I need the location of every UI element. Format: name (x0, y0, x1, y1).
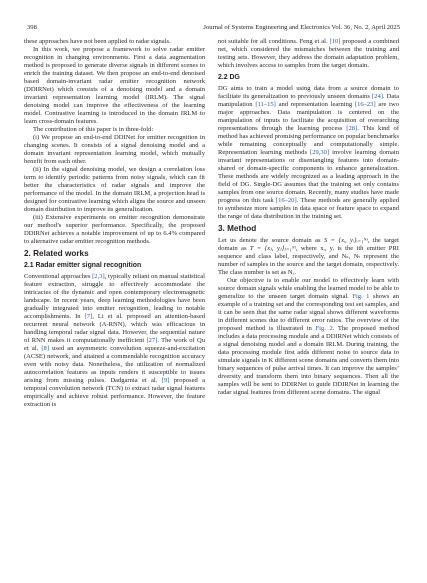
paragraph: (i) We propose an end-to-end DDINet for emitter recognition in changing scenes. It consists of a signal denoising model and a domain invariant representation learning model, which mutually benefit from each other. (24, 134, 205, 165)
right-column (218, 38, 399, 397)
math-expression: S = {xᵢ, yᵢ}ᵢ₌₁ᴺˢ (323, 237, 368, 244)
paragraph: (iii) Extensive experiments on emitter recognition demonstrate our method’s superior performance. Specifically, the proposed DDIRNet achieves a notable improvement of up to 6.4% compared to alternative radar emitter recognition methods. (24, 214, 205, 245)
paragraph: these approaches have not been applied to radar signals. (24, 38, 171, 45)
citation-link[interactable]: [28] (346, 125, 358, 132)
citation-link[interactable]: [2,3] (92, 273, 105, 280)
paragraph: Conventional approaches [2,3], typically reliant on manual statistical feature extraction, struggle to effectively accommodate the intricacies of the dynamic and open contemporary electromagnetic landscape. In recent years, deep learning methodologies have been gradually integrated into emitter recognition, leading to notable accomplishments. In [7], Li et al. proposed an attention-based recurrent neural network (A-RNN), which was efficacious in handling temporal radar signal data. However, the sequential nature of RNN makes it computationally inefficient [27]. The work of Qu et al. [8] used an asymmetric convolution squeeze-and-excitation (ACSE) network, and attained a commendable recognition accuracy even with noisy data. Nonetheless, the utilization of normalized autocorrelation features as inputs renders it susceptible to issues arising from missing pulses. Dadgarnia et al. [9] proposed a temporal convolution network (TCN) to extract radar signal features empirically and achieve robust performance. However, the feature extraction is (24, 273, 206, 408)
paragraph: Let us denote the source domain as S = {xᵢ, yᵢ}ᵢ₌₁ᴺˢ, the target domain as T = {xⱼ, yⱼ}ⱼ₌₁ᴺᵗ, where xᵢ, yᵢ is the ith emitter PRI sequence and class label, respectively, and Nₛ, Nₜ represent the number of samples in the source and the target domain, respectively. The class number is set as N꜀. (218, 237, 399, 276)
math-expression: T = {xⱼ, yⱼ}ⱼ₌₁ᴺᵗ (249, 245, 296, 252)
citation-link[interactable]: [7] (84, 313, 93, 320)
paragraph: In this work, we propose a framework to solve radar emitter recognition in changing environments. First a data augmentation method is proposed to generate diverse signals in different scenes to enrich the training dataset. We then propose an end-to-end denoised based domain-invariant radar emitter recognition network (DDIRNet) which consists of a denoising model and a domain invariant representation learning model (IRLM). The signal denoising model can improve the effectiveness of the learning model. Contrastive learning is introduced in the domain IRLM to learn cross-domain features. (24, 46, 205, 125)
subsection-heading: 2.2 DG (218, 74, 240, 81)
paragraph: DG aims to train a model using data from a source domain to facilitate its generalization to previously unseen domains [24]. Data manipulation [11–15] and representation learning [16–23] are two major approaches. Data manipulation is centered on the manipulation of inputs to facilitate the acquisition of overarching representations through the learning process [28]. This kind of method has achieved promising performance on popular benchmarks while remaining conceptually and computationally simple. Representation learning methods [29,30] involve learning domain invariant representations or disentangling features into domain-shared or domain-specific components to enhance generalization. These methods are widely recognized as a leading approach in the field of DG. Single-DG assumes that the training set only contains samples from one source domain. Recently, many studies have made progress on this task [16–20]. These methods are generally applied to synthesize more samples in data space or feature space to expand the range of data distribution in the training set. (218, 85, 400, 220)
paragraph: The contribution of this paper is in three-fold: (33, 126, 154, 133)
paragraph: (ii) In the signal denoising model, we design a correlation loss term to identify periodic patterns from noisy signals, which can fit better the characteristics of radar signals and improve the performance of the model. In the domain IRLM, a projection head is designed for contrastive learning which aligns the source and unseen domain distribution to improve its generalization. (24, 166, 205, 213)
citation-link[interactable]: [8] (41, 345, 49, 352)
figure-link[interactable]: Fig. 2 (315, 325, 333, 332)
figure-link[interactable]: Fig. 1 (352, 293, 370, 300)
citation-link[interactable]: [27] (146, 337, 158, 344)
journal-header: Journal of Systems Engineering and Electronics Vol. 36, No. 2, April 2025 (203, 24, 400, 31)
section-heading: 3. Method (218, 224, 257, 233)
citation-link[interactable]: [16–23] (354, 101, 376, 108)
citation-link[interactable]: [24] (371, 93, 383, 100)
citation-link[interactable]: [9] (161, 377, 170, 384)
subsection-heading: 2.1 Radar emitter signal recognition (24, 262, 142, 269)
citation-link[interactable]: [29,30] (310, 149, 330, 156)
citation-link[interactable]: [16–20] (275, 197, 297, 204)
left-column (24, 38, 205, 409)
paragraph: Our objective is to enable our model to effectively learn with source domain signals while enabling the learned model to be able to generalize to the unseen target domain signal. Fig. 1 shows an example of a training set and the corresponding test set samples, and it can be seen that the same radar signal shows different waveforms in different scenes due to different error ratios. The overview of the proposed method is illustrated in Fig. 2. The proposed method includes a data processing module and a DDIRNet which consists of a signal denoising model and a domain IRLM. During training, the data processing module first adds different noise to source data to simulate signals in K different scene domains and converts them into binary sequences of pulse arrival times. It can improve the samples’ diversity and transform them into binary sequences. Then all the samples will be sent to DDIRNet to guide DDIRNet in learning the radar signal features from different scene domains. The signal (218, 277, 399, 396)
citation-link[interactable]: [10] (329, 38, 341, 45)
section-heading: 2. Related works (24, 249, 89, 258)
page-number: 398 (27, 24, 37, 31)
paragraph: not suitable for all conditions. Feng et al. [10] proposed a combined net, which considered the mismatches between the training and testing sets. However, they address the domain adaptation problem, which involves access to samples from the target domain. (218, 38, 399, 69)
citation-link[interactable]: [11–15] (255, 101, 276, 108)
